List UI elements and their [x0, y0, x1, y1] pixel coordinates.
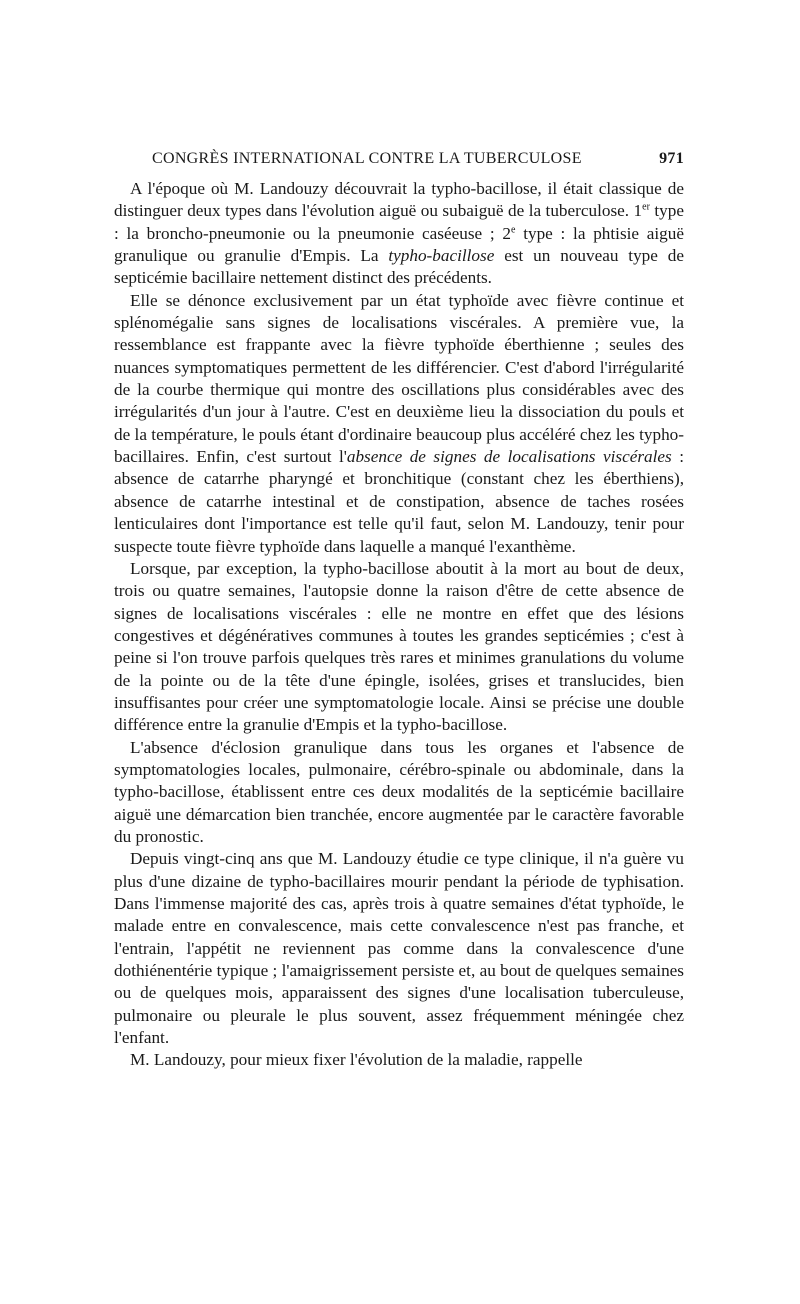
- emphasis: typho-bacillose: [388, 246, 495, 266]
- paragraph-2: Elle se dénonce exclusivement par un état typhoïde avec fièvre continue et splénomégalie sans signes de localisations viscérales. A première vue, la ressemblance est frappante avec la fièvre typhoïde éberthienne ; seules des nuances symptomatiques permettent de les différencier. C'est d'abord l'irrégularité de la courbe thermique qui montre des oscillations plus considérables avec des irrégularités d'un jour à l'autre. C'est en deuxième lieu la dissociation du pouls et de la température, le pouls étant d'ordinaire beaucoup plus accéléré chez les typho-bacillaires. Enfin, c'est surtout l'absence de signes de localisations viscérales : absence de catarrhe pharyngé et bronchitique (constant chez les éberthiens), absence de catarrhe intestinal et de constipation, absence de taches rosées lenticulaires dont l'importance est telle qu'il faut, selon M. Landouzy, tenir pour suspecte toute fièvre typhoïde dans laquelle a manqué l'exanthème.: [114, 290, 684, 556]
- book-page: [114, 150, 684, 1072]
- paragraph-4: L'absence d'éclosion granulique dans tous les organes et l'absence de symptomatologies locales, pulmonaire, cérébro-spinale ou abdominale, dans la typho-bacillose, établissent entre ces deux modalités de la septicémie bacillaire aiguë une démarcation bien tranchée, encore augmentée par le caractère favorable du pronostic.: [114, 737, 684, 846]
- paragraph-6: M. Landouzy, pour mieux fixer l'évolution de la maladie, rappelle: [130, 1050, 583, 1070]
- emphasis: absence de signes de localisations viscérales: [346, 447, 672, 467]
- paragraph-5: Depuis vingt-cinq ans que M. Landouzy étudie ce type clinique, il n'a guère vu plus d'une dizaine de typho-bacillaires mourir pendant la période de typhisation. Dans l'immense majorité des cas, après trois à quatre semaines d'état typhoïde, le malade entre en convalescence, mais cette convalescence n'est pas franche, et l'entrain, l'appétit ne reviennent pas comme dans la convalescence d'une dothiénentérie typique ; l'amaigrissement persiste et, au bout de quelques semaines ou de quelques mois, apparaissent des signes d'une localisation tuberculeuse, pulmonaire ou pleurale le plus souvent, assez fréquemment méningée chez l'enfant.: [114, 849, 684, 1048]
- page-number: 971: [659, 150, 684, 167]
- running-head: [114, 150, 684, 168]
- paragraph-1: A l'époque où M. Landouzy découvrait la typho-bacillose, il était classique de distinguer deux types dans l'évolution aiguë ou subaiguë de la tuberculose. 1er type : la broncho-pneumonie ou la pneumonie caséeuse ; 2e type : la phtisie aiguë granulique ou granulie d'Empis. La typho-bacillose est un nouveau type de septicémie bacillaire nettement distinct des précédents.: [114, 179, 684, 288]
- paragraph-3: Lorsque, par exception, la typho-bacillose aboutit à la mort au bout de deux, trois ou quatre semaines, l'autopsie donne la raison d'être de cette absence de signes de localisations viscérales : elle ne montre en effet que des lésions congestives et dégénératives communes à toutes les grandes septicémies ; c'est à peine si l'on trouve parfois quelques très rares et minimes granulations du volume de la pointe ou de la tête d'une épingle, isolées, grises et translucides, bien insuffisantes pour créer une symptomatologie locale. Ainsi se précise une double différence entre la granulie d'Empis et la typho-bacillose.: [114, 558, 684, 735]
- running-title: CONGRÈS INTERNATIONAL CONTRE LA TUBERCULOSE: [152, 150, 582, 167]
